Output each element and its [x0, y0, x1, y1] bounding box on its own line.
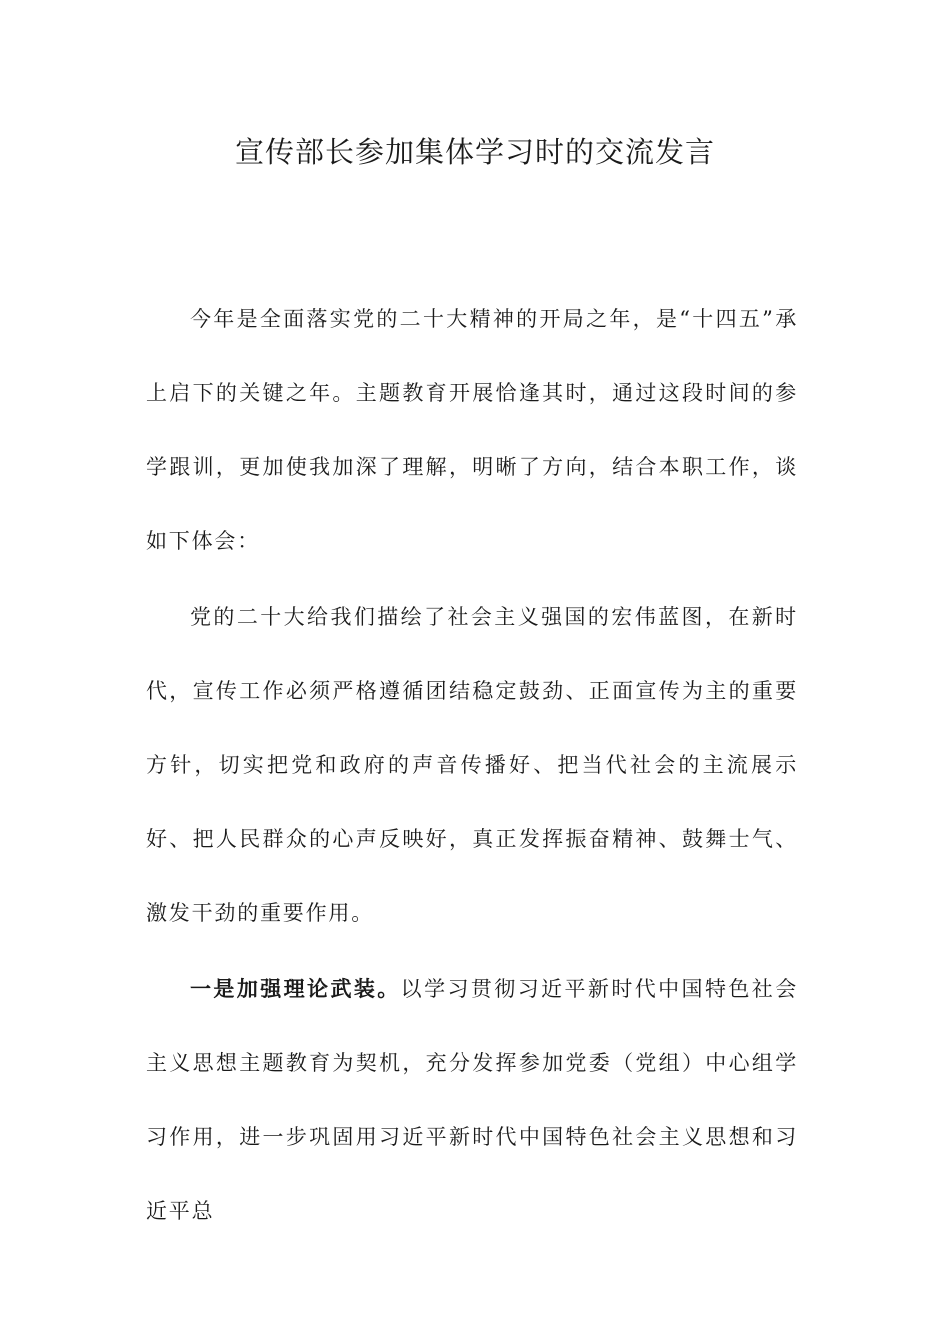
- paragraph-text: 党的二十大给我们描绘了社会主义强国的宏伟蓝图，在新时代，宣传工作必须严格遵循团结稳定鼓劲、正面宣传为主的重要方针，切实把党和政府的声音传播好、把当代社会的主流展示好、把人民群众的心声反映好，真正发挥振奋精神、鼓舞士气、激发干劲的重要作用。: [146, 605, 798, 925]
- paragraph-intro: [146, 282, 798, 578]
- document-title: 宣传部长参加集体学习时的交流发言: [234, 135, 715, 169]
- paragraph-lead: 一是加强理论武装。: [190, 976, 401, 1001]
- document-body: [146, 282, 798, 1250]
- paragraph-point-one: [146, 952, 798, 1248]
- paragraph-text: 今年是全面落实党的二十大精神的开局之年，是“十四五”承上启下的关键之年。主题教育开展恰逢其时，通过这段时间的参学跟训，更加使我加深了理解，明晰了方向，结合本职工作，谈如下体会：: [146, 307, 798, 553]
- paragraph-text: 以学习贯彻习近平新时代中国特色社会主义思想主题教育为契机，充分发挥参加党委（党组）中心组学习作用，进一步巩固用习近平新时代中国特色社会主义思想和习近平总: [146, 977, 798, 1223]
- paragraph-overview: [146, 580, 798, 950]
